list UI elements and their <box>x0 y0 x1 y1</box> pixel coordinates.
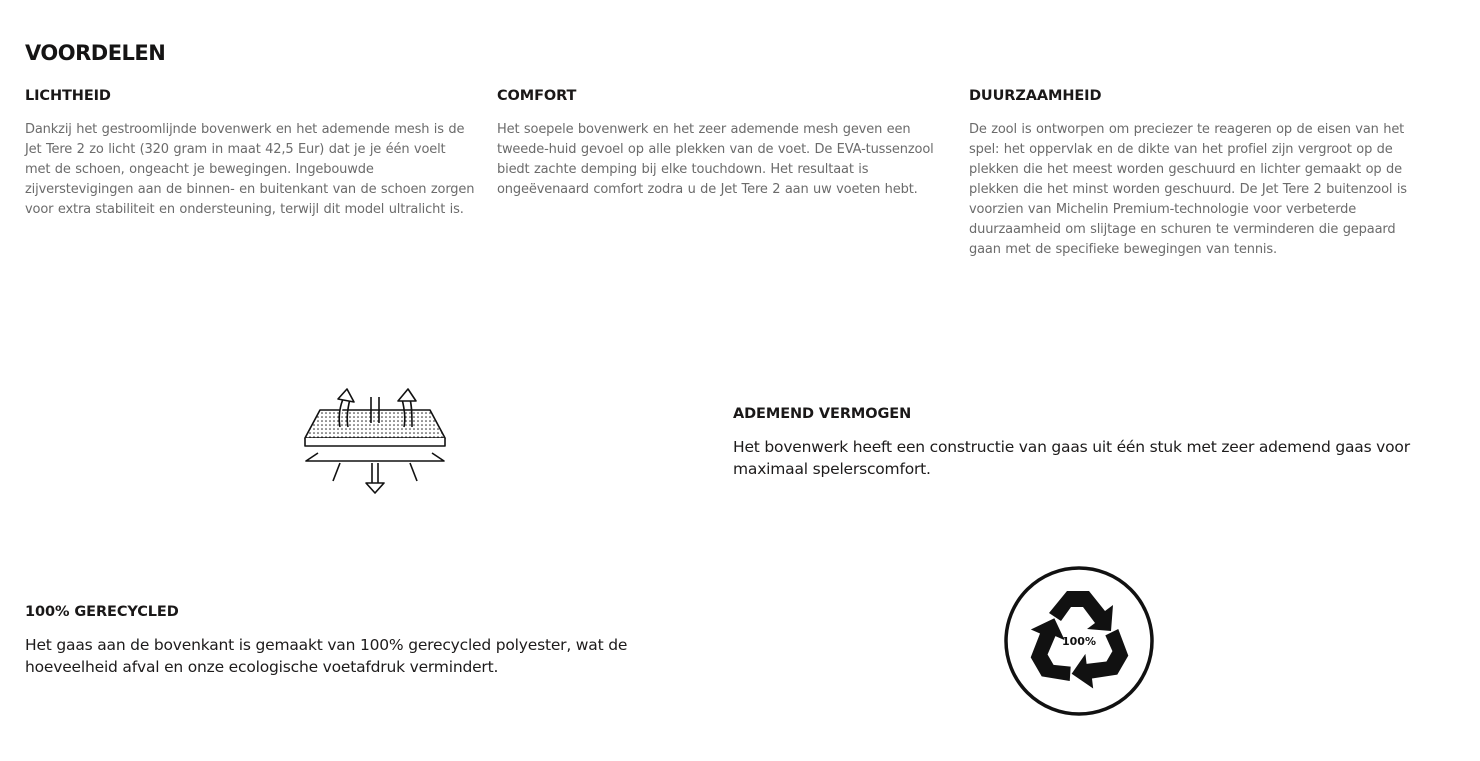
benefit-heading: DUURZAAMHEID <box>969 88 1102 104</box>
benefit-text: Dankzij het gestroomlijnde bovenwerk en het ademende mesh is de Jet Tere 2 zo licht (320 gram in maat 42,5 Eur) dat je je één voelt met de schoen, ongeacht je bewegingen. Ingebouwde zijverstevigingen aan de binnen- en buitenkant van de schoen zorgen voor extra stabiliteit en ondersteuning, terwijl dit model ultralicht is. <box>25 122 475 217</box>
benefit-heading: LICHTHEID <box>25 88 111 104</box>
feature-heading-breathable: ADEMEND VERMOGEN <box>733 406 912 422</box>
benefit-duurzaamheid <box>969 86 1419 260</box>
benefit-heading: COMFORT <box>497 88 577 104</box>
recycle-icon <box>1001 563 1157 719</box>
feature-text-recycled: Het gaas aan de bovenkant is gemaakt van 100% gerecycled polyester, wat de hoeveelheid afval en onze ecologische voetafdruk vermindert. <box>25 636 628 676</box>
benefit-text: De zool is ontworpen om preciezer te reageren op de eisen van het spel: het oppervlak en de dikte van het profiel zijn vergroot op de plekken die het meest worden geschuurd en lichter gemaakt op de plekken die het minst worden geschuurd. De Jet Tere 2 buitenzool is voorzien van Michelin Premium-technologie voor verbeterde duurzaamheid om slijtage en schuren te verminderen die gepaard gaan met de specifieke bewegingen van tennis. <box>969 122 1407 257</box>
recycle-badge-label: 100% <box>1062 635 1096 648</box>
feature-text-breathable: Het bovenwerk heeft een constructie van gaas uit één stuk met zeer ademend gaas voor maximaal spelerscomfort. <box>733 438 1410 478</box>
benefit-lichtheid <box>25 86 475 220</box>
feature-heading-recycled: 100% GERECYCLED <box>25 604 179 620</box>
breathable-mesh-icon <box>300 383 450 498</box>
benefit-text: Het soepele bovenwerk en het zeer ademende mesh geven een tweede-huid gevoel op alle plekken van de voet. De EVA-tussenzool biedt zachte demping bij elke touchdown. Het resultaat is ongeëvenaard comfort zodra u de Jet Tere 2 aan uw voeten hebt. <box>497 122 934 197</box>
page-title: VOORDELEN <box>25 41 166 65</box>
benefit-comfort <box>497 86 947 200</box>
